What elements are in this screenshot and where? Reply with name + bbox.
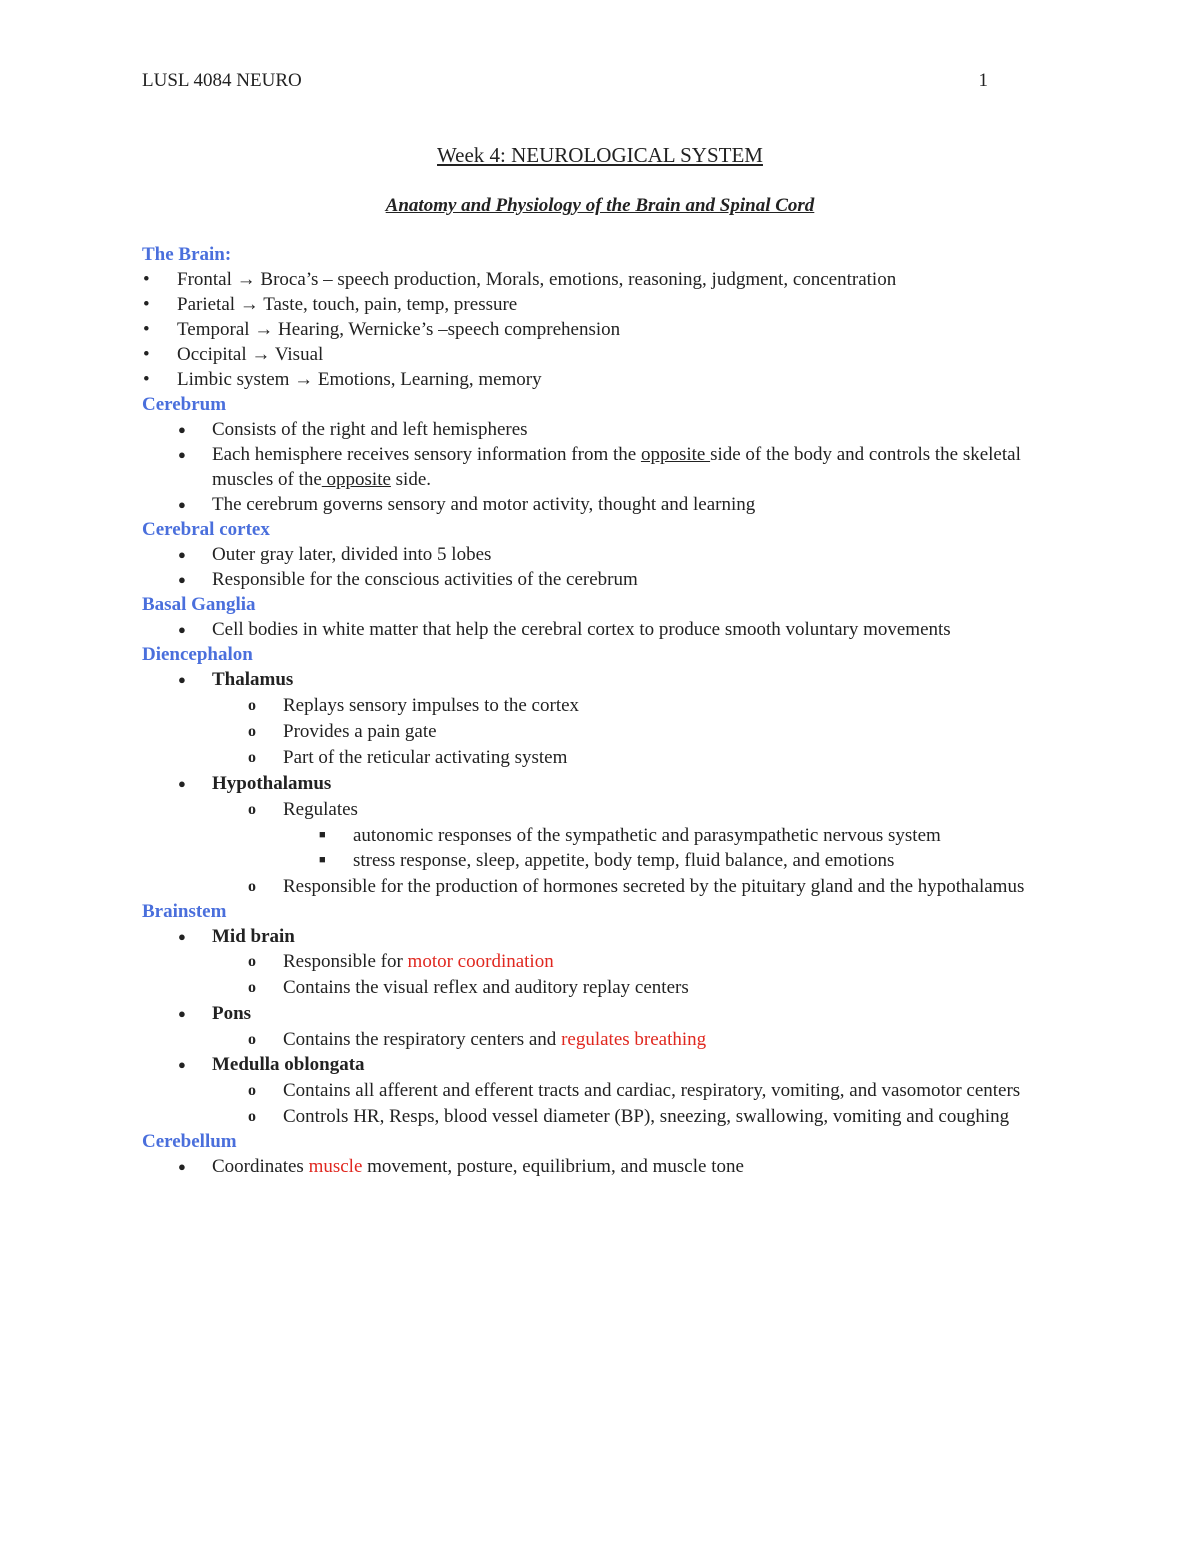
list-item: ● Hypothalamus (178, 773, 332, 794)
dot-bullet-icon: • (143, 294, 150, 315)
list-item: ■ stress response, sleep, appetite, body temp, fluid balance, and emotions (319, 850, 895, 871)
notes-body (142, 242, 1072, 1179)
lobe-name: Temporal (177, 319, 250, 340)
lobe-function: Broca’s – speech production, Morals, emotions, reasoning, judgment, concentration (260, 269, 897, 290)
list-item: ● Mid brain (178, 926, 295, 947)
square-bullet-icon: ■ (319, 829, 326, 841)
circle-bullet-icon: o (248, 878, 256, 895)
bullet-icon: ● (178, 447, 186, 462)
circle-bullet-icon: o (248, 953, 256, 970)
list-item: o Controls HR, Resps, blood vessel diameter (BP), sneezing, swallowing, vomiting and coughing (248, 1106, 1010, 1127)
bullet-icon: ● (178, 1159, 186, 1174)
circle-bullet-icon: o (248, 801, 256, 818)
bullet-icon: ● (178, 929, 186, 944)
bullet-icon: ● (178, 776, 186, 791)
course-code: LUSL 4084 NEURO (142, 70, 302, 91)
list-item: o Responsible for motor coordination (248, 951, 554, 972)
list-item: o Contains the visual reflex and auditory replay centers (248, 977, 689, 998)
lobe-function: Visual (274, 344, 324, 365)
arrow-right-icon: → (236, 269, 256, 290)
dot-bullet-icon: • (143, 319, 150, 340)
document-title: Week 4: NEUROLOGICAL SYSTEM (437, 143, 763, 167)
section-heading-basal-ganglia: Basal Ganglia (142, 594, 256, 615)
list-item: o Replays sensory impulses to the cortex (248, 695, 580, 716)
list-item: o Contains the respiratory centers and regulates breathing (248, 1029, 707, 1050)
list-item: o Part of the reticular activating system (248, 747, 568, 768)
lobe-function: Taste, touch, pain, temp, pressure (263, 294, 518, 315)
circle-bullet-icon: o (248, 979, 256, 996)
arrow-right-icon: → (294, 369, 314, 390)
circle-bullet-icon: o (248, 697, 256, 714)
arrow-right-icon: → (239, 294, 259, 315)
lobe-name: Parietal (177, 294, 236, 315)
section-heading-cerebrum: Cerebrum (142, 394, 227, 415)
section-heading-cerebellum: Cerebellum (142, 1131, 237, 1152)
section-heading-brain: The Brain: (142, 244, 232, 265)
bullet-icon: ● (178, 572, 186, 587)
arrow-right-icon: → (254, 319, 274, 340)
highlighted-text: muscle (308, 1156, 363, 1177)
section-heading-cerebral-cortex: Cerebral cortex (142, 519, 270, 540)
list-item: o Responsible for the production of hormones secreted by the pituitary gland and the hypothalamus (248, 876, 1025, 897)
list-item: ● Outer gray later, divided into 5 lobes (178, 544, 492, 565)
bullet-icon: ● (178, 672, 186, 687)
bullet-icon: ● (178, 1057, 186, 1072)
circle-bullet-icon: o (248, 749, 256, 766)
list-item: o Regulates (248, 799, 358, 820)
lobe-name: Limbic system (177, 369, 290, 390)
list-item (142, 292, 1072, 317)
circle-bullet-icon: o (248, 1082, 256, 1099)
list-item (142, 367, 1072, 392)
list-item: ● Responsible for the conscious activities of the cerebrum (178, 569, 638, 590)
dot-bullet-icon: • (143, 344, 150, 365)
list-item: ● The cerebrum governs sensory and motor activity, thought and learning (178, 494, 756, 515)
dot-bullet-icon: • (143, 369, 150, 390)
circle-bullet-icon: o (248, 1031, 256, 1048)
list-item: ● Pons (178, 1003, 252, 1024)
page-number: 1 (978, 70, 988, 91)
list-item (142, 267, 1072, 292)
highlighted-text: motor coordination (407, 951, 554, 972)
arrow-right-icon: → (251, 344, 271, 365)
list-item: ● Coordinates muscle movement, posture, equilibrium, and muscle tone (178, 1156, 744, 1177)
page-header (142, 70, 988, 92)
underlined-text: opposite (640, 444, 711, 465)
list-item: ● Each hemisphere receives sensory information from the opposite side of the body and controls the skeletal muscles of the opposite side. (178, 444, 1021, 490)
list-item (142, 342, 1072, 367)
circle-bullet-icon: o (248, 1108, 256, 1125)
lobe-function: Hearing, Wernicke’s –speech comprehension (278, 319, 621, 340)
list-item: ● Consists of the right and left hemispheres (178, 419, 528, 440)
list-item: o Contains all afferent and efferent tracts and cardiac, respiratory, vomiting, and vasomotor centers (248, 1080, 1021, 1101)
bullet-icon: ● (178, 1006, 186, 1021)
list-item: ■ autonomic responses of the sympathetic and parasympathetic nervous system (319, 825, 941, 846)
document-subtitle: Anatomy and Physiology of the Brain and Spinal Cord (385, 195, 815, 216)
highlighted-text: regulates breathing (561, 1029, 707, 1050)
list-item (142, 317, 1072, 342)
list-item: ● Thalamus (178, 669, 294, 690)
section-heading-diencephalon: Diencephalon (142, 644, 253, 665)
bullet-icon: ● (178, 622, 186, 637)
lobe-function: Emotions, Learning, memory (317, 369, 542, 390)
bullet-icon: ● (178, 547, 186, 562)
dot-bullet-icon: • (143, 269, 150, 290)
lobe-name: Frontal (177, 269, 232, 290)
bullet-icon: ● (178, 497, 186, 512)
section-heading-brainstem: Brainstem (142, 901, 227, 922)
list-item: ● Medulla oblongata (178, 1054, 365, 1075)
bullet-icon: ● (178, 422, 186, 437)
list-item: ● Cell bodies in white matter that help the cerebral cortex to produce smooth voluntary movements (178, 619, 951, 640)
lobe-name: Occipital (177, 344, 247, 365)
list-item: o Provides a pain gate (248, 721, 437, 742)
circle-bullet-icon: o (248, 723, 256, 740)
brain-lobe-list (142, 267, 1072, 392)
square-bullet-icon: ■ (319, 854, 326, 866)
underlined-text: opposite (321, 469, 391, 490)
